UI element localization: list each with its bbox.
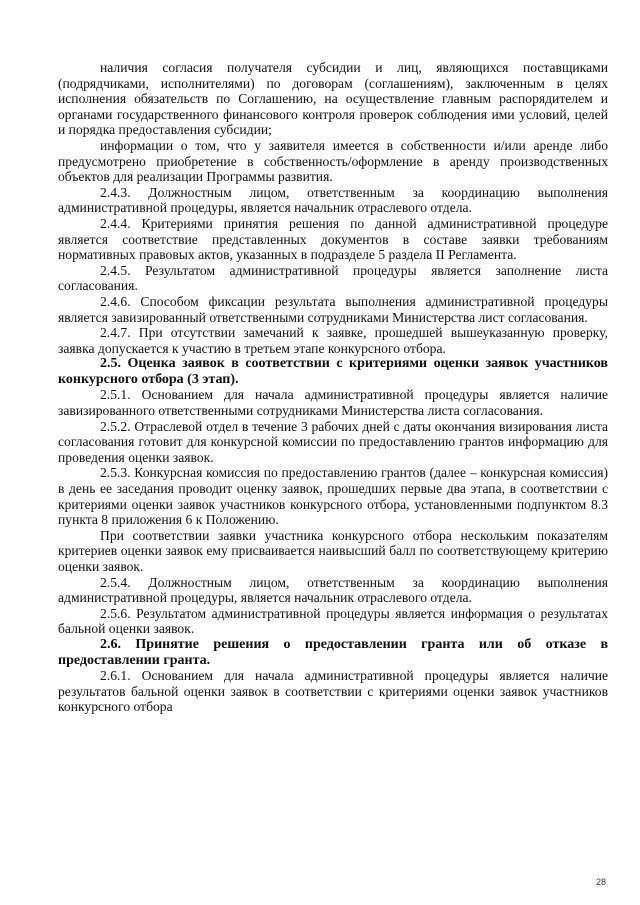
paragraph-2-6-1: 2.6.1. Основанием для начала административной процедуры является наличие результатов бальной оценки заявок в соответствии с критериями оценки заявок участников конкурсного отбора bbox=[58, 668, 608, 715]
paragraph-2-5-4: 2.5.4. Должностным лицом, ответственным за координацию выполнения административной процедуры, является начальник отраслевого отдела. bbox=[58, 574, 608, 606]
paragraph-2-5-1: 2.5.1. Основанием для начала административной процедуры является наличие завизированного ответственными сотрудниками Министерства листа согласования. bbox=[58, 387, 608, 419]
paragraph-2-5-2: 2.5.2. Отраслевой отдел в течение 3 рабочих дней с даты окончания визирования листа согласования готовит для конкурсной комиссии по предоставлению грантов информацию для проведения оценки заявок. bbox=[58, 418, 608, 465]
page-number: 28 bbox=[595, 877, 606, 887]
paragraph-2-5-6: 2.5.6. Результатом административной процедуры является информация о результатах бальной оценки заявок. bbox=[58, 605, 608, 637]
document-body bbox=[58, 60, 608, 715]
section-heading-2-5: 2.5. Оценка заявок в соответствии с критериями оценки заявок участников конкурсного отбора (3 этап). bbox=[58, 356, 608, 387]
paragraph-2-4-6: 2.4.6. Способом фиксации результата выполнения административной процедуры является завизированный ответственными сотрудниками Министерства лист согласования. bbox=[58, 293, 608, 325]
section-heading-2-6: 2.6. Принятие решения о предоставлении гранта или об отказе в предоставлении гранта. bbox=[58, 636, 608, 668]
paragraph-2-4-5: 2.4.5. Результатом административной процедуры является заполнение листа согласования. bbox=[58, 262, 608, 294]
paragraph-property-info: информации о том, что у заявителя имеется в собственности и/или аренде либо предусмотрено приобретение в собственность/оформление в аренду производственных объектов для реализации Программы развития. bbox=[58, 137, 608, 185]
paragraph-2-5-3: 2.5.3. Конкурсная комиссия по предоставлению грантов (далее – конкурсная комиссия) в день ее заседания проводит оценку заявок, прошедших первые два этапа, в соответствии с критериями оценки заявок участников конкурсного отбора, установленными подпунктом 8.3 пункта 8 приложения 6 к Положению. bbox=[58, 465, 608, 528]
paragraph-2-4-3: 2.4.3. Должностным лицом, ответственным за координацию выполнения административной процедуры, является начальник отраслевого отдела. bbox=[58, 184, 608, 216]
paragraph-2-4-7: 2.4.7. При отсутствии замечаний к заявке, прошедшей вышеуказанную проверку, заявка допускается к участию в третьем этапе конкурсного отбора. bbox=[58, 325, 608, 356]
paragraph-highest-score: При соответствии заявки участника конкурсного отбора нескольким показателям критериев оценки заявок ему присваивается наивысший балл по соответствующему критерию оценки заявок. bbox=[58, 527, 608, 574]
paragraph-2-4-4: 2.4.4. Критериями принятия решения по данной административной процедуре является соответствие представленных документов в составе заявки требованиям нормативных правовых актов, указанных в подразделе 5 раздела II Регламента. bbox=[58, 215, 608, 263]
paragraph-consent-condition: наличия согласия получателя субсидии и лиц, являющихся поставщиками (подрядчиками, исполнителями) по договорам (соглашениям), заключенным в целях исполнения обязательств по Соглашению, на осуществление главным распорядителем и органами государственного финансового контроля проверок соблюдения ими условий, целей и порядка предоставления субсидии; bbox=[58, 60, 608, 138]
